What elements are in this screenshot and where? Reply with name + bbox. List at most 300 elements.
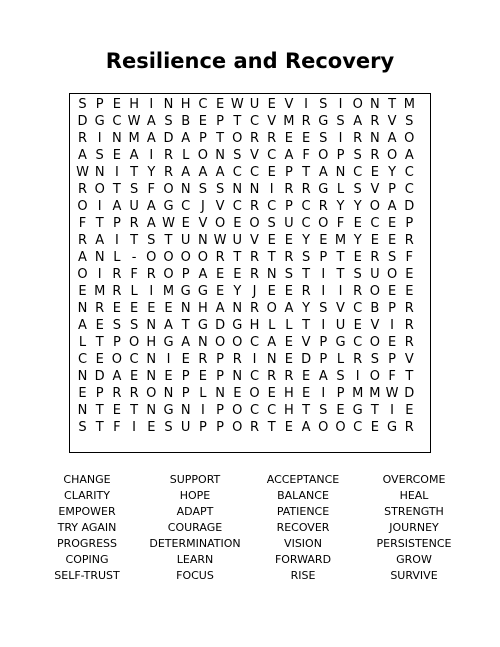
grid-letter: T <box>181 318 190 333</box>
grid-letter: S <box>336 369 345 384</box>
grid-letter: R <box>404 335 414 350</box>
grid-letter: R <box>112 267 122 282</box>
grid-letter: P <box>112 216 121 231</box>
grid-letter: D <box>94 369 105 384</box>
word-list-item: RISE <box>290 569 316 582</box>
word-list-item: FORWARD <box>274 553 332 566</box>
grid-letter: J <box>252 284 257 299</box>
grid-letter: S <box>336 114 345 129</box>
grid-letter: Y <box>388 165 397 180</box>
grid-letter: P <box>216 420 225 435</box>
grid-letter: E <box>198 369 207 384</box>
grid-letter: E <box>95 352 104 367</box>
grid-letter: A <box>284 301 294 316</box>
grid-letter: U <box>180 233 191 248</box>
grid-letter: R <box>77 131 88 146</box>
grid-letter: A <box>181 165 191 180</box>
grid-letter: - <box>131 250 137 265</box>
grid-letter: V <box>215 199 225 214</box>
grid-letter: O <box>163 250 174 265</box>
grid-letter: C <box>301 216 311 231</box>
grid-letter: L <box>285 318 293 333</box>
grid-letter: E <box>164 369 173 384</box>
grid-letter: E <box>164 301 173 316</box>
grid-letter: E <box>387 233 397 248</box>
grid-letter: R <box>353 352 363 367</box>
grid-letter: R <box>284 369 294 384</box>
grid-letter: R <box>249 301 260 316</box>
grid-letter: E <box>284 131 293 146</box>
word-list-item: LEARN <box>176 553 214 566</box>
grid-letter: U <box>232 233 243 248</box>
grid-letter: Y <box>353 233 362 248</box>
grid-letter: A <box>215 165 225 180</box>
grid-letter: O <box>232 420 243 435</box>
grid-letter: C <box>404 182 414 197</box>
grid-letter: O <box>266 301 277 316</box>
grid-letter: P <box>388 182 397 197</box>
grid-letter: I <box>97 267 102 282</box>
grid-letter: C <box>353 165 363 180</box>
word-list-item: COPING <box>65 553 109 566</box>
grid-letter: M <box>94 284 106 299</box>
grid-letter: R <box>370 250 380 265</box>
grid-letter: R <box>249 250 260 265</box>
grid-letter: R <box>301 182 311 197</box>
grid-row <box>70 403 430 419</box>
grid-letter: C <box>404 165 414 180</box>
grid-letter: T <box>130 165 139 180</box>
grid-row <box>70 369 430 385</box>
word-list-item: RECOVER <box>276 521 330 534</box>
grid-row <box>70 386 430 402</box>
grid-letter: O <box>197 148 208 163</box>
grid-letter: R <box>404 420 414 435</box>
grid-letter: E <box>215 267 225 282</box>
grid-letter: O <box>146 250 157 265</box>
grid-letter: O <box>386 267 398 282</box>
grid-letter: R <box>267 131 277 146</box>
word-list-item: DETERMINATION <box>149 537 241 550</box>
grid-row <box>70 420 430 436</box>
grid-letter: H <box>284 386 294 401</box>
grid-letter: F <box>78 216 87 231</box>
grid-letter: T <box>112 182 121 197</box>
grid-letter: M <box>334 233 347 248</box>
grid-letter: M <box>403 97 415 112</box>
grid-letter: D <box>163 131 174 146</box>
grid-letter: A <box>353 114 363 129</box>
grid-letter: R <box>163 165 174 180</box>
grid-letter: P <box>216 369 225 384</box>
grid-letter: I <box>97 131 102 146</box>
grid-letter: S <box>319 97 328 112</box>
grid-letter: N <box>146 352 157 367</box>
grid-letter: T <box>130 233 139 248</box>
grid-letter: U <box>180 420 191 435</box>
grid-letter: G <box>163 403 174 418</box>
grid-letter: T <box>216 131 225 146</box>
grid-letter: U <box>129 199 139 214</box>
grid-letter: F <box>302 148 310 163</box>
word-list-item: CHANGE <box>63 473 111 486</box>
grid-letter: M <box>162 284 175 299</box>
grid-letter: M <box>283 114 295 129</box>
grid-letter: A <box>112 369 122 384</box>
grid-letter: N <box>180 403 191 418</box>
grid-letter: G <box>352 403 363 418</box>
grid-letter: C <box>249 114 260 129</box>
grid-letter: P <box>181 267 190 282</box>
grid-letter: E <box>233 267 242 282</box>
grid-row <box>70 114 430 130</box>
grid-letter: T <box>336 250 345 265</box>
grid-letter: F <box>147 182 156 197</box>
grid-letter: E <box>301 369 311 384</box>
grid-letter: N <box>77 301 88 316</box>
grid-letter: C <box>181 199 191 214</box>
grid-letter: O <box>249 216 260 231</box>
grid-letter: Y <box>147 165 156 180</box>
grid-letter: G <box>163 335 174 350</box>
word-list-item: HEAL <box>399 489 429 502</box>
grid-letter: E <box>112 301 121 316</box>
grid-letter: I <box>114 233 119 248</box>
grid-letter: S <box>319 131 328 146</box>
grid-letter: E <box>387 335 397 350</box>
grid-letter: R <box>404 301 414 316</box>
grid-letter: G <box>387 420 398 435</box>
grid-letter: U <box>284 216 294 231</box>
grid-letter: O <box>232 335 243 350</box>
word-list-item: ADAPT <box>176 505 214 518</box>
grid-letter: E <box>147 420 156 435</box>
grid-letter: P <box>198 131 207 146</box>
word-list-item: OVERCOME <box>382 473 446 486</box>
grid-letter: A <box>404 148 414 163</box>
grid-letter: O <box>214 216 226 231</box>
grid-letter: E <box>267 165 276 180</box>
grid-letter: E <box>267 284 276 299</box>
grid-letter: C <box>232 199 242 214</box>
grid-letter: A <box>198 267 208 282</box>
grid-letter: C <box>198 97 208 112</box>
grid-letter: S <box>78 97 87 112</box>
word-list-item: SUPPORT <box>169 473 221 486</box>
grid-letter: Y <box>353 199 362 214</box>
grid-letter: R <box>249 420 260 435</box>
grid-letter: S <box>319 301 328 316</box>
grid-letter: O <box>369 369 380 384</box>
grid-letter: A <box>318 165 328 180</box>
word-list-item: JOURNEY <box>389 521 439 534</box>
grid-letter: A <box>164 318 173 333</box>
grid-letter: I <box>252 352 257 367</box>
grid-letter: T <box>405 369 414 384</box>
grid-letter: O <box>163 182 174 197</box>
grid-letter: A <box>301 420 311 435</box>
grid-letter: W <box>213 233 227 248</box>
grid-letter: R <box>198 352 208 367</box>
grid-letter: I <box>200 403 205 418</box>
grid-letter: O <box>146 386 157 401</box>
grid-letter: C <box>249 165 260 180</box>
grid-letter: F <box>405 250 414 265</box>
grid-letter: O <box>318 148 329 163</box>
grid-letter: P <box>388 301 397 316</box>
grid-letter: C <box>301 199 311 214</box>
word-column <box>344 472 484 584</box>
grid-letter: A <box>146 199 156 214</box>
grid-letter: J <box>200 199 205 214</box>
grid-letter: C <box>353 335 363 350</box>
grid-letter: R <box>318 199 328 214</box>
grid-letter: S <box>284 267 294 282</box>
grid-letter: S <box>129 318 139 333</box>
grid-letter: M <box>352 386 364 401</box>
grid-letter: S <box>112 318 122 333</box>
grid-letter: L <box>268 318 276 333</box>
grid-letter: R <box>370 148 380 163</box>
grid-letter: S <box>353 267 362 282</box>
grid-letter: N <box>232 301 243 316</box>
grid-letter: E <box>370 165 379 180</box>
grid-row <box>70 335 430 351</box>
grid-letter: B <box>370 301 380 316</box>
grid-letter: P <box>216 114 225 129</box>
grid-letter: E <box>267 386 276 401</box>
grid-letter: Y <box>336 199 345 214</box>
grid-letter: T <box>95 335 104 350</box>
grid-letter: N <box>94 165 105 180</box>
grid-letter: Y <box>233 284 242 299</box>
grid-letter: P <box>319 335 328 350</box>
grid-letter: P <box>216 352 225 367</box>
grid-letter: T <box>370 403 379 418</box>
grid-row <box>70 131 430 147</box>
grid-letter: Y <box>302 233 311 248</box>
grid-letter: N <box>215 386 225 401</box>
grid-letter: I <box>390 403 395 418</box>
word-list-item: SELF-TRUST <box>54 569 120 582</box>
grid-letter: P <box>181 369 190 384</box>
grid-letter: A <box>129 148 139 163</box>
grid-letter: F <box>130 267 138 282</box>
grid-letter: L <box>130 284 138 299</box>
grid-letter: C <box>249 403 260 418</box>
grid-letter: W <box>230 97 244 112</box>
grid-letter: N <box>146 403 157 418</box>
grid-letter: R <box>267 369 277 384</box>
grid-letter: N <box>163 386 174 401</box>
grid-row <box>70 352 430 368</box>
grid-letter: P <box>112 335 121 350</box>
grid-letter: V <box>387 114 397 129</box>
grid-letter: O <box>232 131 243 146</box>
grid-letter: G <box>232 318 243 333</box>
word-list-item: STRENGTH <box>384 505 444 518</box>
word-list-item: EMPOWER <box>58 505 116 518</box>
word-list-item: TRY AGAIN <box>57 521 117 534</box>
grid-letter: N <box>266 352 277 367</box>
grid-letter: N <box>163 97 174 112</box>
grid-row <box>70 318 430 334</box>
grid-letter: G <box>197 284 208 299</box>
grid-letter: C <box>232 165 242 180</box>
grid-row <box>70 199 430 215</box>
grid-letter: E <box>147 301 156 316</box>
grid-letter: T <box>267 420 276 435</box>
grid-letter: N <box>266 267 277 282</box>
grid-letter: P <box>181 386 190 401</box>
grid-letter: N <box>180 182 191 197</box>
grid-letter: E <box>353 250 362 265</box>
grid-letter: R <box>249 267 260 282</box>
grid-letter: G <box>318 182 329 197</box>
grid-letter: I <box>338 284 343 299</box>
grid-letter: V <box>284 97 294 112</box>
grid-letter: O <box>369 199 380 214</box>
grid-letter: N <box>370 97 380 112</box>
grid-letter: F <box>336 216 345 231</box>
grid-letter: T <box>302 403 311 418</box>
word-list-item: BALANCE <box>277 489 329 502</box>
grid-letter: E <box>370 233 379 248</box>
grid-letter: N <box>232 369 243 384</box>
grid-letter: G <box>180 284 191 299</box>
grid-letter: T <box>233 114 242 129</box>
grid-letter: S <box>164 420 173 435</box>
grid-letter: V <box>370 318 380 333</box>
grid-letter: I <box>321 386 326 401</box>
grid-letter: T <box>388 97 397 112</box>
grid-letter: D <box>301 352 312 367</box>
grid-letter: D <box>215 318 226 333</box>
grid-letter: N <box>146 318 157 333</box>
grid-letter: O <box>197 250 208 265</box>
grid-letter: S <box>319 403 328 418</box>
grid-letter: G <box>94 114 105 129</box>
word-search-grid <box>69 93 431 453</box>
grid-letter: V <box>370 182 380 197</box>
grid-letter: A <box>318 369 328 384</box>
grid-letter: L <box>113 250 121 265</box>
grid-letter: T <box>164 233 173 248</box>
grid-letter: F <box>388 369 396 384</box>
grid-row <box>70 97 430 113</box>
grid-letter: G <box>335 335 346 350</box>
grid-letter: A <box>181 335 191 350</box>
grid-letter: H <box>249 318 260 333</box>
grid-letter: L <box>336 182 345 197</box>
grid-letter: A <box>181 131 191 146</box>
word-list-item: GROW <box>396 553 432 566</box>
grid-letter: R <box>215 250 225 265</box>
grid-letter: A <box>95 233 105 248</box>
grid-letter: P <box>198 420 207 435</box>
grid-letter: S <box>95 148 104 163</box>
grid-letter: E <box>78 386 87 401</box>
grid-letter: S <box>353 182 362 197</box>
word-list-item: PERSISTENCE <box>376 537 452 550</box>
grid-row <box>70 284 430 300</box>
grid-letter: O <box>163 267 174 282</box>
grid-letter: I <box>149 284 154 299</box>
grid-letter: E <box>129 369 139 384</box>
word-list-item: HOPE <box>179 489 211 502</box>
grid-letter: I <box>355 369 360 384</box>
grid-letter: E <box>215 97 225 112</box>
grid-letter: E <box>284 284 293 299</box>
grid-letter: S <box>387 250 397 265</box>
grid-letter: R <box>353 284 363 299</box>
grid-letter: O <box>249 386 260 401</box>
grid-letter: N <box>249 182 260 197</box>
grid-letter: E <box>405 284 414 299</box>
grid-letter: A <box>387 199 397 214</box>
word-list-item: SURVIVE <box>390 569 438 582</box>
grid-letter: P <box>405 216 414 231</box>
word-list-item: COURAGE <box>167 521 223 534</box>
grid-letter: S <box>78 420 87 435</box>
grid-letter: P <box>336 386 345 401</box>
page-title: Resilience and Recovery <box>105 49 395 73</box>
grid-letter: O <box>77 199 88 214</box>
grid-letter: O <box>369 335 380 350</box>
grid-letter: P <box>284 199 293 214</box>
grid-letter: I <box>166 352 171 367</box>
grid-letter: W <box>76 165 89 180</box>
grid-letter: O <box>386 148 398 163</box>
grid-letter: I <box>132 420 137 435</box>
grid-letter: E <box>387 284 397 299</box>
grid-letter: E <box>319 233 328 248</box>
grid-letter: L <box>199 386 207 401</box>
grid-letter: N <box>215 148 225 163</box>
grid-letter: O <box>318 216 329 231</box>
grid-letter: C <box>267 148 277 163</box>
grid-letter: A <box>146 131 156 146</box>
grid-letter: O <box>180 250 191 265</box>
grid-letter: E <box>267 233 276 248</box>
grid-letter: F <box>113 420 121 435</box>
grid-letter: Y <box>302 301 311 316</box>
grid-row <box>70 267 430 283</box>
grid-letter: I <box>338 97 343 112</box>
grid-letter: P <box>336 148 345 163</box>
grid-letter: T <box>233 250 242 265</box>
grid-letter: S <box>353 148 362 163</box>
grid-row <box>70 301 430 317</box>
grid-row <box>70 148 430 164</box>
grid-letter: C <box>129 352 139 367</box>
grid-letter: N <box>180 301 191 316</box>
grid-letter: R <box>301 114 311 129</box>
grid-letter: R <box>301 284 311 299</box>
grid-letter: O <box>94 182 105 197</box>
grid-letter: R <box>95 301 105 316</box>
grid-letter: G <box>163 199 174 214</box>
grid-letter: O <box>77 267 88 282</box>
grid-letter: W <box>385 386 399 401</box>
grid-letter: R <box>284 250 294 265</box>
grid-letter: R <box>146 267 156 282</box>
grid-letter: A <box>215 301 225 316</box>
grid-letter: E <box>181 352 190 367</box>
grid-letter: I <box>321 318 326 333</box>
grid-letter: T <box>130 403 139 418</box>
grid-letter: N <box>198 335 208 350</box>
